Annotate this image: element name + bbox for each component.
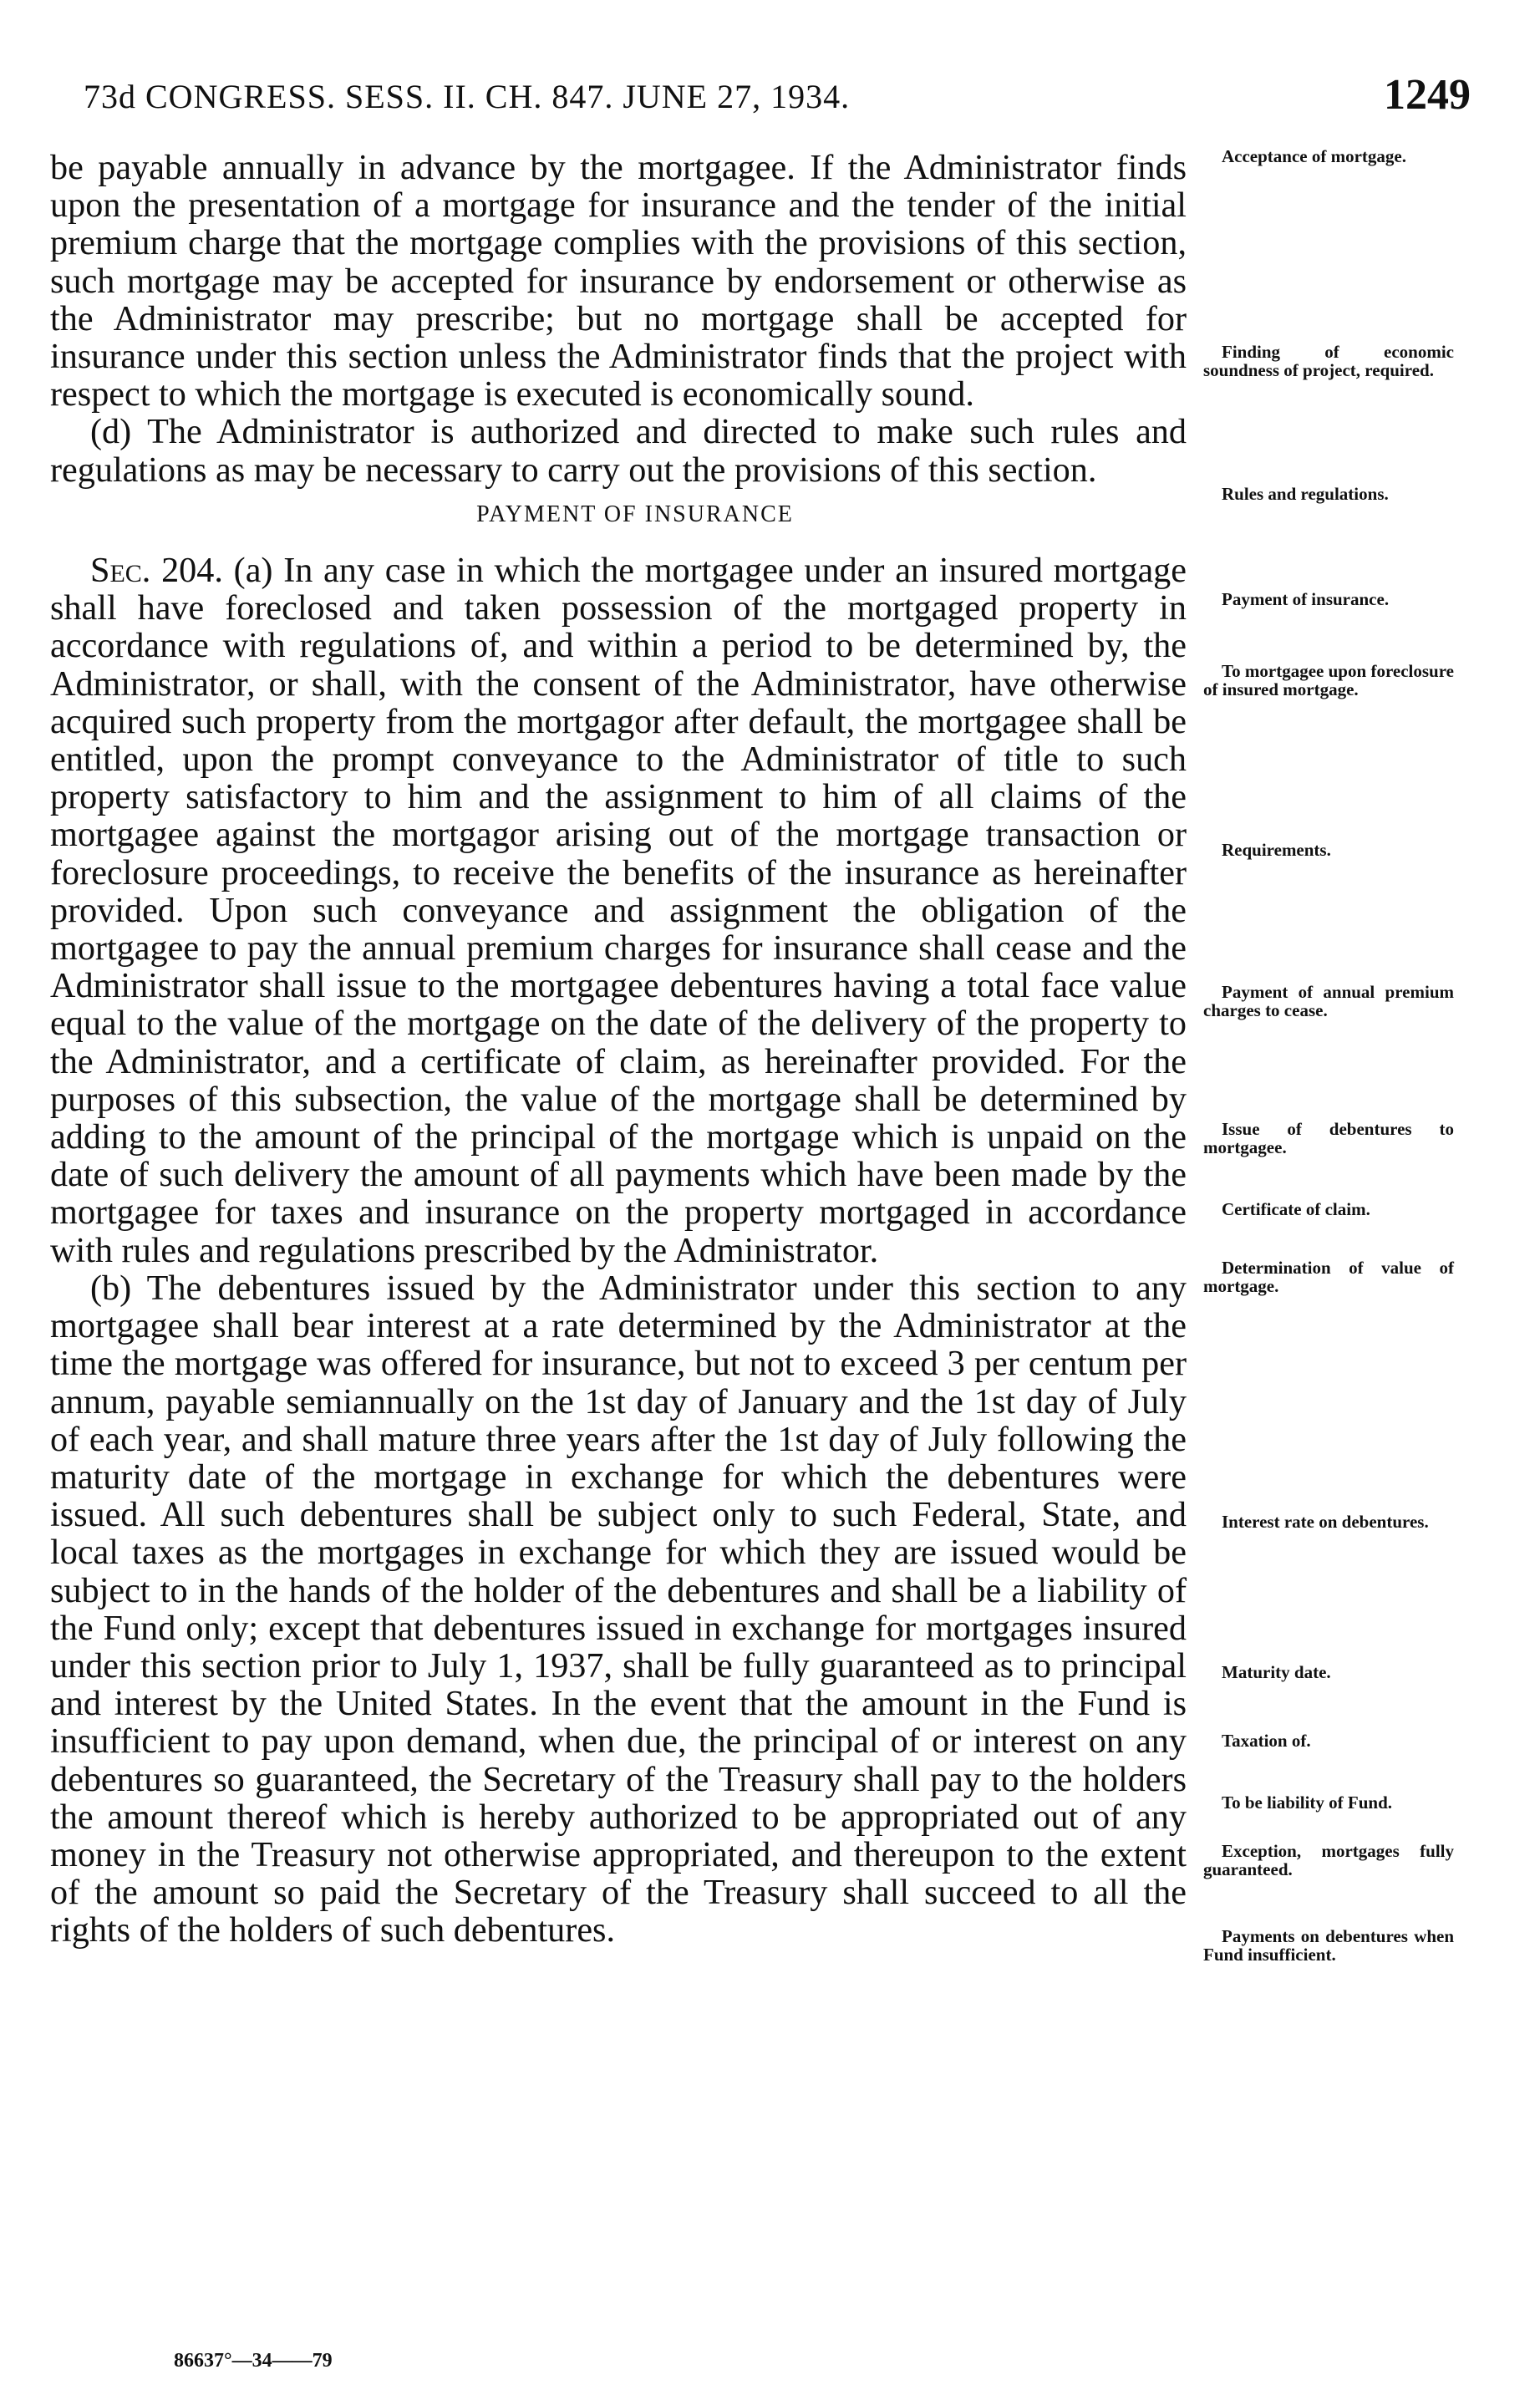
margin-note: Acceptance of mortgage. (1222, 146, 1406, 166)
print-code: 86637°—34——79 (174, 2350, 333, 2372)
margin-note: Finding of economic soundness of project, required. (1203, 342, 1454, 380)
paragraph-204b: (b) The debentures issued by the Administrator under this section to any mortgagee shall bear interest at a rate determined by the Administrator at the time the mortgage was offered for insurance, but not to exceed 3 per centum per annum, payable semiannually on the 1st day of January and the 1st day of July of each year, and shall mature three years after the 1st day of July following the maturity date of the mortgage in exchange for which the debentures were issued. All such debentures shall be subject only to such Federal, State, and local taxes as the mortgages in exchange for which they are issued would be subject to in the hands of the holder of the debentures and shall be a liability of the Fund only; except that debentures issued in exchange for mortgages insured under this section prior to July 1, 1937, shall be fully guaranteed as to principal and interest by the United States. In the event that the amount in the Fund is insufficient to pay upon demand, when due, the principal of or interest on any debentures so guaranteed, the Secretary of the Treasury shall pay to the holders the amount thereof which is hereby authorized to be appropriated out of any money in the Treasury not otherwise appropriated, and thereupon to the extent of the amount so paid the Secretary of the Treasury shall succeed to all the rights of the holders of such debentures. (50, 1268, 1187, 1950)
margin-note: Interest rate on debentures. (1222, 1512, 1429, 1532)
margin-note: To be liability of Fund. (1222, 1792, 1393, 1813)
margin-note: Rules and regulations. (1222, 484, 1389, 504)
page-number: 1249 (1384, 71, 1471, 119)
margin-note: Requirements. (1222, 840, 1331, 860)
paragraph-204a-text: (a) In any case in which the mortgagee under an insured mortgage shall have foreclosed and taken possession of the mortgaged property in accordance with regulations of, and within a period to be determined by, the Administrator, or shall, with the consent of the Administrator, have otherwise acquired such property from the mortgagor after default, the mortgagee shall be entitled, upon the prompt conveyance to the Administrator of title to such property satisfactory to him and the assignment to him of all claims of the mortgagee against the mortgagor arising out of the mortgage transaction or foreclosure proceedings, to receive the benefits of the insurance as hereinafter provided. Upon such conveyance and assignment the obligation of the mortgagee to pay the annual premium charges for insurance shall cease and the Administrator shall issue to the mortgagee debentures having a total face value equal to the value of the mortgage on the date of the delivery of the property to the Administrator, and a certificate of claim, as hereinafter provided. For the purposes of this subsection, the value of the mortgage shall be determined by adding to the amount of the principal of the mortgage which is unpaid on the date of such delivery the amount of all payments which have been made by the mortgagee for taxes and insurance on the property mortgaged in accordance with rules and regulations prescribed by the Administrator. (50, 551, 1187, 1270)
margin-note: Payment of annual premium charges to cease. (1203, 982, 1454, 1020)
margin-note: Taxation of. (1222, 1731, 1311, 1751)
margin-note: Issue of debentures to mortgagee. (1203, 1119, 1454, 1157)
margin-note: Exception, mortgages fully guaranteed. (1203, 1841, 1454, 1879)
margin-note: Certificate of claim. (1222, 1199, 1370, 1219)
paragraph-d: (d) The Administrator is authorized and directed to make such rules and regulations as may be necessary to carry out the provisions of this section. (50, 412, 1187, 490)
margin-note: Maturity date. (1222, 1662, 1331, 1682)
margin-note: Payments on debentures when Fund insufficient. (1203, 1926, 1454, 1965)
section-heading: PAYMENT OF INSURANCE (476, 501, 794, 527)
margin-note: Payment of insurance. (1222, 589, 1390, 609)
running-title: 73d CONGRESS. SESS. II. CH. 847. JUNE 27, 1934. (84, 78, 851, 115)
section-label: Sec. 204. (90, 551, 223, 591)
paragraph-continued: be payable annually in advance by the mortgagee. If the Administrator finds upon the presentation of a mortgage for insurance and the tender of the initial premium charge that the mortgage complies with the provisions of this section, such mortgage may be accepted for insurance by endorsement or otherwise as the Administrator may prescribe; but no mortgage shall be accepted for insurance under this section unless the Administrator finds that the project with respect to which the mortgage is executed is economically sound. (50, 148, 1187, 414)
main-text (50, 149, 1187, 1950)
margin-note: Determination of value of mortgage. (1203, 1258, 1454, 1296)
margin-note: To mortgagee upon foreclosure of insured mortgage. (1203, 661, 1454, 699)
running-header (50, 71, 1471, 127)
paragraph-204a (50, 552, 1187, 1269)
